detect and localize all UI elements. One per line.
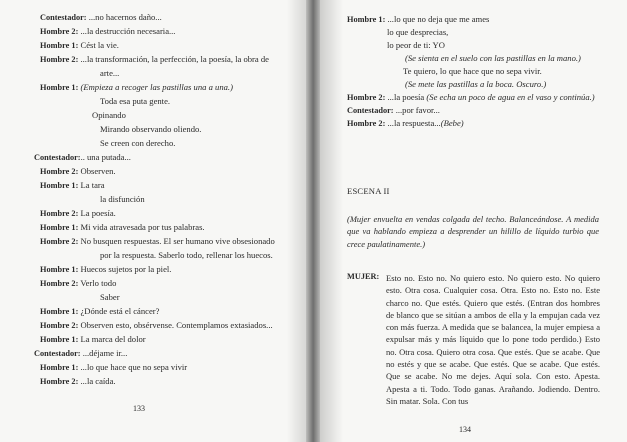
speaker-name: Hombre 1: [40, 41, 79, 50]
speaker-name: Hombre 1: [40, 181, 79, 190]
dialogue-text: ...la respuesta...(Bebe) [385, 118, 464, 128]
speaker-name: Hombre 1: [40, 83, 79, 92]
speaker-name: Hombre 1: [40, 363, 79, 372]
right-dialogue-line [405, 79, 546, 89]
mujer-speaker-label: MUJER: [347, 272, 380, 281]
speaker-name: Hombre 2: [40, 321, 79, 330]
left-dialogue-line [40, 236, 275, 247]
speaker-name: Contestador: [34, 349, 81, 358]
dialogue-text: Mirando observando oliendo. [100, 124, 202, 134]
dialogue-text: ¿Dónde está el cáncer? [78, 306, 160, 316]
right-dialogue-line [347, 118, 464, 129]
dialogue-text: ...la caída. [78, 376, 116, 386]
left-dialogue-line [40, 334, 146, 345]
left-dialogue-line [34, 152, 131, 163]
speaker-name: Contestador: [40, 13, 87, 22]
dialogue-text: ...no hacernos daño... [86, 12, 162, 22]
stage-direction: (Mujer envuelta en vendas colgada del techo. Balanceándose. A medida que va hablando empieza a desprender un hilillo de líquido turbio que crece paulatinamente.) [347, 214, 599, 249]
speaker-name: Hombre 2: [40, 55, 79, 64]
dialogue-text: ...lo que no deja que me ames [385, 14, 490, 24]
left-dialogue-line [34, 348, 127, 359]
speaker-name: Hombre 2: [40, 27, 79, 36]
dialogue-text: No busquen respuestas. El ser humano vive obsesionado [78, 236, 275, 246]
dialogue-text: .. una putada... [80, 152, 131, 162]
book-fold [306, 0, 320, 442]
speaker-name: Contestador: [347, 106, 394, 115]
left-dialogue-line [40, 362, 187, 373]
dialogue-text: Saber [100, 292, 120, 302]
speaker-name: Hombre 1: [40, 223, 79, 232]
left-dialogue-line [40, 40, 119, 51]
dialogue-text: lo que desprecias, [387, 27, 449, 37]
left-dialogue-line [100, 292, 120, 302]
dialogue-text: ...déjame ir... [80, 348, 128, 358]
left-dialogue-line [40, 12, 162, 23]
scene-title: ESCENA II [347, 186, 390, 196]
left-dialogue-line [100, 68, 119, 78]
left-dialogue-line [40, 320, 273, 331]
speaker-name: Hombre 2: [40, 377, 79, 386]
dialogue-text: (Empieza a recoger las pastillas una a una.) [78, 82, 233, 92]
dialogue-text: (Se mete las pastillas a la boca. Oscuro.) [405, 79, 547, 89]
dialogue-text: Se creen con derecho. [100, 138, 176, 148]
left-dialogue-line [40, 278, 116, 289]
speaker-name: Hombre 2: [40, 237, 79, 246]
left-dialogue-line [40, 82, 233, 93]
speaker-name: Hombre 2: [40, 209, 79, 218]
mujer-speech: Esto no. Esto no. No quiero esto. No quiero esto. No quiero esto. Otra cosa. Cualquier cosa. Otra. Esto no. Esto no. Este charco no. Que estés. Quiero que estés. (Entran dos hombres de blanco que se sitúan a ambos de ella y la empujan cada vez con más fuerza. A medida que se balancea, la mujer empiesa a expulsar más y más líquido que lo pone todo perdido.) Esto no. Otra cosa. Quiero otra cosa. Que estés. Que se acabe. Que no estés y que se acabe. Que estés. Que se acabe. Que estés. Que se acabe. No me dejes. Aquí sola. Con esto. Apesta. Apesta a ti. Todo. Todo ganas. Arañando. Jodiendo. Dentro. Sin matar. Sola. Con tus [386, 273, 600, 406]
dialogue-text: Verlo todo [78, 278, 117, 288]
dialogue-text: ...lo que hace que no sepa vivir [78, 362, 188, 372]
dialogue-text: (Se sienta en el suelo con las pastillas en la mano.) [405, 53, 581, 63]
left-page-number: 133 [133, 404, 145, 413]
dialogue-text: Observen. [78, 166, 116, 176]
right-dialogue-line [347, 105, 440, 116]
speaker-name: Contestador: [34, 153, 81, 162]
left-dialogue-line [40, 376, 116, 387]
dialogue-text: Mi vida atravesada por tus palabras. [78, 222, 205, 232]
dialogue-text: La tara [78, 180, 105, 190]
dialogue-text: por la respuesta. Saberlo todo, rellenar los huecos. [100, 250, 273, 260]
right-page [313, 0, 627, 442]
dialogue-text: arte... [100, 68, 120, 78]
dialogue-text: Cést la vie. [78, 40, 119, 50]
dialogue-text: ...por favor... [393, 105, 440, 115]
right-dialogue-line [405, 53, 581, 63]
left-dialogue-line [40, 264, 171, 275]
speaker-name: Hombre 2: [347, 119, 386, 128]
dialogue-text: Opinando [92, 110, 126, 120]
right-dialogue-line [347, 14, 489, 25]
speaker-name: Hombre 1: [40, 307, 79, 316]
left-dialogue-line [100, 250, 273, 260]
dialogue-text: La poesía. [78, 208, 116, 218]
left-dialogue-line [92, 110, 126, 120]
left-dialogue-line [40, 54, 269, 65]
dialogue-text: Te quiero, lo que hace que no sepa vivir. [403, 66, 542, 76]
left-dialogue-line [40, 222, 205, 233]
dialogue-text: lo peor de ti: YO [387, 40, 445, 50]
dialogue-text: La marca del dolor [78, 334, 146, 344]
right-page-number: 134 [459, 425, 471, 434]
speaker-name: Hombre 1: [347, 15, 386, 24]
left-dialogue-line [40, 208, 116, 219]
left-dialogue-line [100, 194, 145, 204]
dialogue-text: ...la destrucción necesaria... [78, 26, 176, 36]
speaker-name: Hombre 2: [40, 167, 79, 176]
left-dialogue-line [100, 96, 170, 106]
speaker-name: Hombre 1: [40, 335, 79, 344]
dialogue-text: ...la transformación, la perfección, la poesía, la obra de [78, 54, 269, 64]
left-dialogue-line [40, 166, 116, 177]
left-dialogue-line [40, 26, 175, 37]
speaker-name: Hombre 2: [347, 93, 386, 102]
left-page [0, 0, 313, 442]
speaker-name: Hombre 2: [40, 279, 79, 288]
left-dialogue-line [40, 180, 105, 191]
dialogue-text: Toda esa puta gente. [100, 96, 171, 106]
dialogue-text: la disfunción [100, 194, 145, 204]
left-dialogue-line [40, 306, 159, 317]
left-dialogue-line [100, 138, 175, 148]
dialogue-text: Huecos sujetos por la piel. [78, 264, 172, 274]
right-dialogue-line [403, 66, 542, 76]
right-dialogue-line [387, 27, 448, 37]
right-dialogue-line [387, 40, 445, 50]
speaker-name: Hombre 1: [40, 265, 79, 274]
dialogue-text: Observen esto, obsérvense. Contemplamos extasiados... [78, 320, 273, 330]
left-dialogue-line [100, 124, 201, 134]
dialogue-text: ...la poesía (Se echa un poco de agua en el vaso y continúa.) [385, 92, 595, 102]
right-dialogue-line [347, 92, 595, 103]
